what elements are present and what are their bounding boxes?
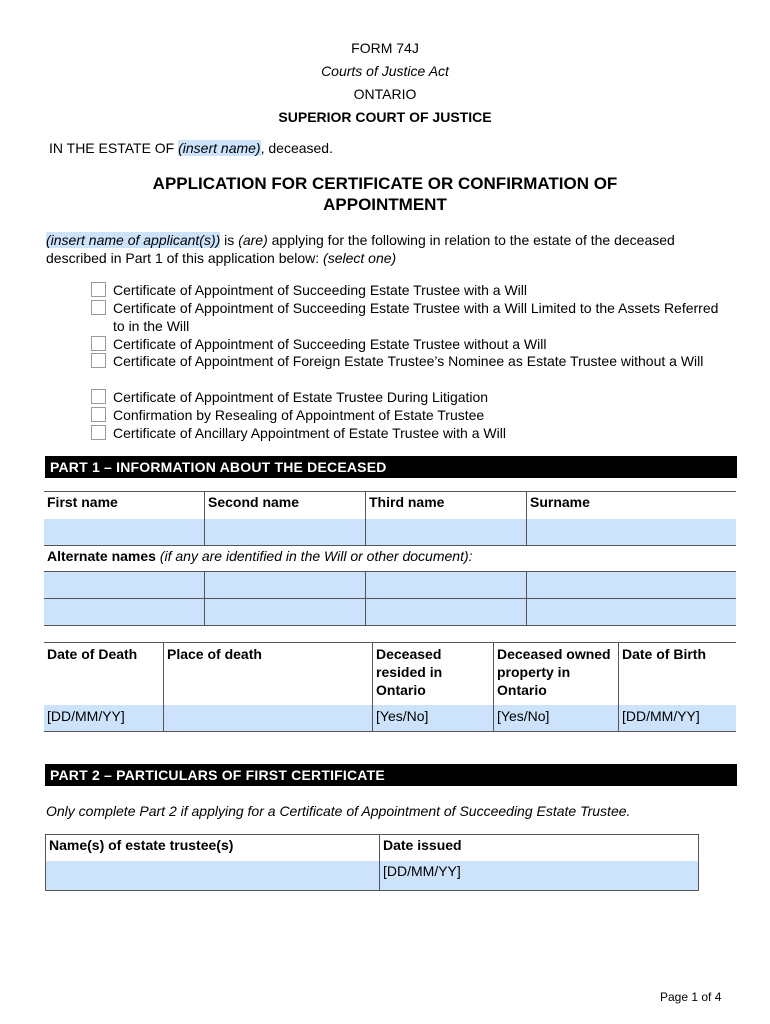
option-label: Certificate of Appointment of Estate Trustee During Litigation [113, 389, 489, 405]
option-row [91, 424, 733, 442]
act-name: Courts of Justice Act [321, 63, 449, 79]
option-label: Certificate of Appointment of Succeeding Estate Trustee with a Will [113, 282, 527, 298]
option-row [91, 335, 733, 353]
option-row [91, 388, 733, 406]
alt-name-input[interactable] [527, 599, 737, 626]
col-place-of-death: Place of death [164, 643, 373, 705]
page-title [0, 173, 770, 215]
part2-heading: PART 2 – PARTICULARS OF FIRST CERTIFICATE [45, 764, 737, 786]
estate-suffix: , deceased. [260, 140, 333, 156]
option-row [91, 299, 733, 335]
option-label: Certificate of Ancillary Appointment of Estate Trustee with a Will [113, 425, 506, 441]
surname-input[interactable] [527, 519, 737, 546]
page-number: Page 1 of 4 [660, 990, 722, 1004]
option-label: Certificate of Appointment of Succeeding Estate Trustee with a Will Limited to the Assets Referred to in the Will [113, 300, 719, 334]
alt-name-input[interactable] [366, 599, 527, 626]
intro-are: (are) [238, 232, 268, 248]
estate-line [49, 140, 333, 156]
alt-name-input[interactable] [205, 599, 366, 626]
col-resided-ontario: Deceased resided in Ontario [373, 643, 494, 705]
col-owned-property: Deceased owned property in Ontario [494, 643, 619, 705]
third-name-input[interactable] [366, 519, 527, 546]
title-line-2: APPOINTMENT [323, 195, 447, 214]
checkbox[interactable] [91, 353, 106, 368]
checkbox[interactable] [91, 425, 106, 440]
col-first-name: First name [44, 492, 205, 519]
form-number: FORM 74J [351, 40, 419, 56]
checkbox[interactable] [91, 300, 106, 315]
trustee-names-input[interactable] [46, 861, 380, 891]
option-row [91, 281, 733, 299]
option-row [91, 406, 733, 424]
date-issued-input[interactable]: [DD/MM/YY] [380, 861, 699, 891]
estate-prefix: IN THE ESTATE OF [49, 140, 175, 156]
date-of-death-input[interactable]: [DD/MM/YY] [44, 705, 164, 732]
intro-select-one: (select one) [323, 250, 397, 266]
deceased-name-field[interactable]: (insert name) [178, 140, 261, 156]
col-surname: Surname [527, 492, 737, 519]
col-date-of-death: Date of Death [44, 643, 164, 705]
col-third-name: Third name [366, 492, 527, 519]
col-trustee-names: Name(s) of estate trustee(s) [46, 835, 380, 861]
names-table [44, 491, 736, 626]
checkbox[interactable] [91, 407, 106, 422]
alt-name-input[interactable] [366, 572, 527, 599]
alternate-note: (if any are identified in the Will or other document): [155, 548, 473, 564]
col-second-name: Second name [205, 492, 366, 519]
part1-heading: PART 1 – INFORMATION ABOUT THE DECEASED [45, 456, 737, 478]
alt-name-input[interactable] [205, 572, 366, 599]
intro-is: is [220, 232, 239, 248]
alternate-names-label [44, 546, 736, 572]
checkbox[interactable] [91, 282, 106, 297]
date-of-birth-input[interactable]: [DD/MM/YY] [619, 705, 737, 732]
option-row [91, 352, 733, 370]
option-label: Confirmation by Resealing of Appointment of Estate Trustee [113, 407, 485, 423]
resided-ontario-input[interactable]: [Yes/No] [373, 705, 494, 732]
intro-paragraph [46, 231, 736, 267]
alt-name-input[interactable] [527, 572, 737, 599]
option-label: Certificate of Appointment of Foreign Estate Trustee’s Nominee as Estate Trustee without a Will [113, 353, 704, 369]
intro-rest-1: applying for the following in relation to the estate of the deceased [267, 232, 675, 248]
details-table [44, 642, 736, 732]
applicant-name-field[interactable]: (insert name of applicant(s)) [46, 232, 221, 248]
checkbox[interactable] [91, 389, 106, 404]
owned-property-input[interactable]: [Yes/No] [494, 705, 619, 732]
alt-name-input[interactable] [44, 599, 205, 626]
col-date-of-birth: Date of Birth [619, 643, 737, 705]
part2-note: Only complete Part 2 if applying for a Certificate of Appointment of Succeeding Estate Trustee. [46, 803, 631, 819]
second-name-input[interactable] [205, 519, 366, 546]
intro-rest-2: described in Part 1 of this application below: [46, 250, 324, 266]
checkbox[interactable] [91, 336, 106, 351]
col-date-issued: Date issued [383, 837, 462, 853]
court-name: SUPERIOR COURT OF JUSTICE [278, 109, 492, 125]
place-of-death-input[interactable] [164, 705, 373, 732]
option-label: Certificate of Appointment of Succeeding Estate Trustee without a Will [113, 336, 547, 352]
title-line-1: APPLICATION FOR CERTIFICATE OR CONFIRMATION OF [152, 174, 618, 193]
alternate-label-text: Alternate names [47, 548, 156, 564]
alt-name-input[interactable] [44, 572, 205, 599]
first-name-input[interactable] [44, 519, 205, 546]
first-certificate-table [45, 834, 699, 891]
province: ONTARIO [353, 86, 417, 102]
